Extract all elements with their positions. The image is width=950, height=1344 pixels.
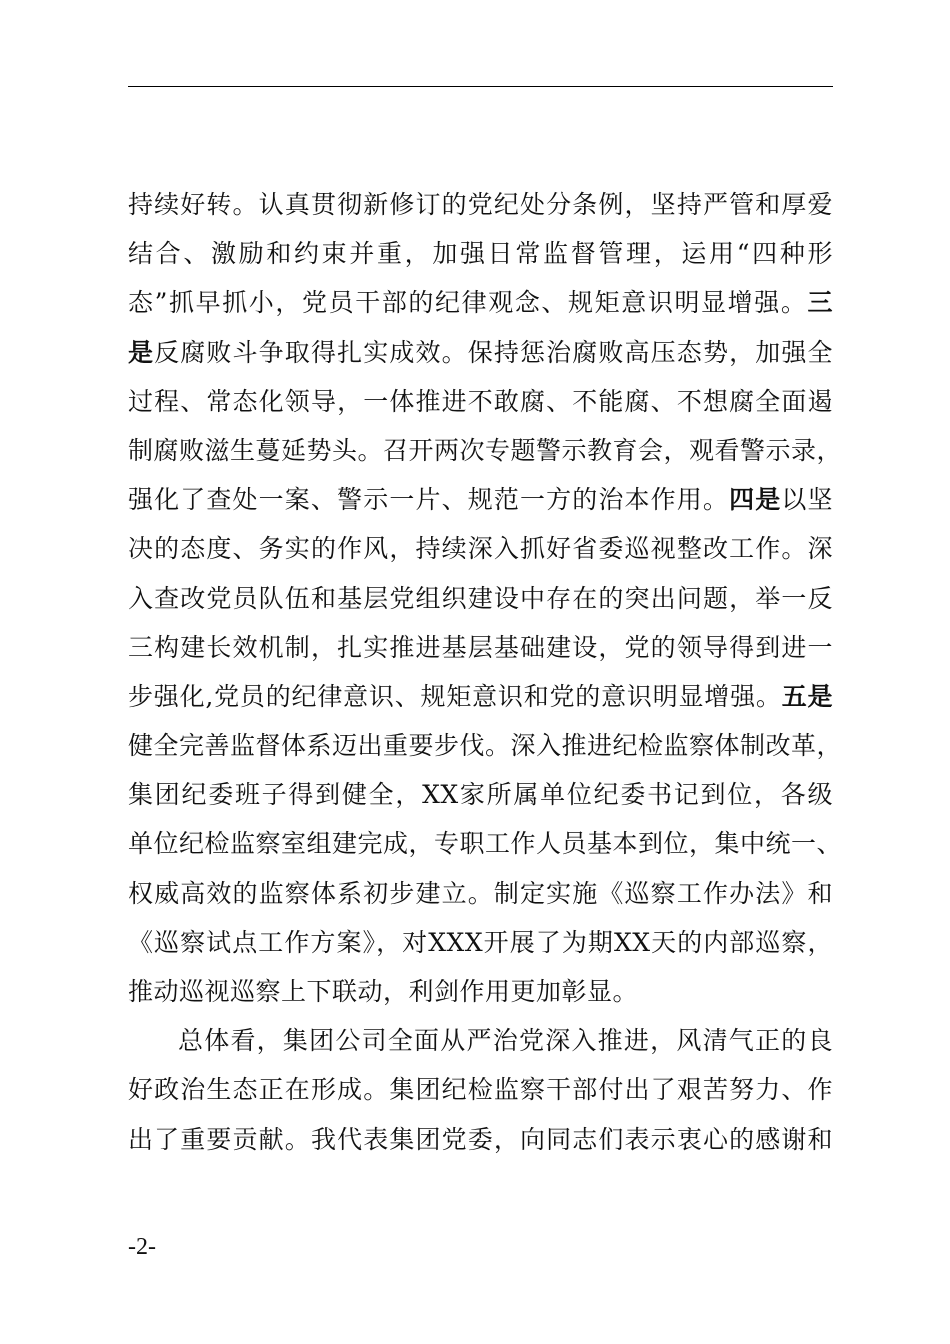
text-run: 单位纪检监察室组建完成，专职工作人员基本到位，集中统一、 — [128, 829, 843, 859]
bold-emphasis: 三 — [807, 288, 833, 318]
text-run: 态”抓早抓小，党员干部的纪律观念、规矩意识明显增强。 — [128, 288, 808, 318]
text-run: 强化了查处一案、警示一片、规范一方的治本作用。 — [128, 485, 730, 515]
text-line — [128, 475, 833, 524]
text-run: 集团纪委班子得到健全，XX家所属单位纪委书记到位，各级 — [128, 780, 833, 810]
text-line — [128, 1065, 833, 1114]
text-line — [128, 229, 833, 278]
text-line — [128, 869, 833, 918]
paragraph-2 — [128, 1016, 833, 1164]
document-body — [128, 180, 843, 1164]
text-line — [128, 377, 833, 426]
text-line — [128, 524, 833, 573]
text-run: 入查改党员队伍和基层党组织建设中存在的突出问题，举一反 — [128, 583, 833, 613]
text-run: 好政治生态正在形成。集团纪检监察干部付出了艰苦努力、作 — [128, 1075, 833, 1105]
page-number: -2- — [128, 1234, 156, 1260]
header-rule — [128, 86, 833, 87]
text-run: 健全完善监督体系迈出重要步伐。深入推进纪检监察体制改革， — [128, 731, 843, 761]
paragraph-1 — [128, 180, 843, 1016]
text-run: 制腐败滋生蔓延势头。召开两次专题警示教育会，观看警示录， — [128, 435, 843, 465]
text-line — [128, 819, 843, 868]
text-run: 推动巡视巡察上下联动，利剑作用更加彰显。 — [128, 977, 639, 1006]
text-line — [128, 672, 833, 721]
text-run: 总体看，集团公司全面从严治党深入推进，风清气正的良 — [178, 1026, 833, 1056]
bold-emphasis: 四是 — [729, 485, 782, 515]
text-run: 过程、常态化领导，一体推进不敢腐、不能腐、不想腐全面遏 — [128, 386, 833, 416]
text-line — [128, 574, 833, 623]
text-run: 以坚 — [781, 485, 833, 515]
text-line — [128, 278, 833, 327]
text-run: 步强化,党员的纪律意识、规矩意识和党的意识明显增强。 — [128, 681, 782, 711]
text-line — [128, 721, 843, 770]
text-line — [128, 967, 833, 1016]
text-line — [128, 426, 843, 475]
text-line — [128, 180, 833, 229]
text-line — [128, 328, 833, 377]
text-run: 持续好转。认真贯彻新修订的党纪处分条例，坚持严管和厚爱 — [128, 190, 833, 219]
text-line — [128, 1115, 833, 1164]
text-run: 权威高效的监察体系初步建立。制定实施《巡察工作办法》和 — [128, 878, 833, 908]
bold-emphasis: 五是 — [781, 681, 833, 711]
text-line — [128, 918, 833, 967]
text-run: 结合、激励和约束并重，加强日常监督管理，运用“四种形 — [128, 239, 833, 269]
text-run: 三构建长效机制，扎实推进基层基础建设，党的领导得到进一 — [128, 632, 833, 662]
text-run: 决的态度、务实的作风，持续深入抓好省委巡视整改工作。深 — [128, 534, 833, 564]
text-line — [128, 770, 833, 819]
text-run: 《巡察试点工作方案》，对XXX开展了为期XX天的内部巡察， — [128, 927, 833, 957]
text-line — [128, 1016, 833, 1065]
text-run: 反腐败斗争取得扎实成效。保持惩治腐败高压态势，加强全 — [154, 337, 833, 367]
text-run: 出了重要贡献。我代表集团党委，向同志们表示衷心的感谢和 — [128, 1124, 833, 1154]
text-line — [128, 623, 833, 672]
bold-emphasis: 是 — [128, 337, 155, 367]
